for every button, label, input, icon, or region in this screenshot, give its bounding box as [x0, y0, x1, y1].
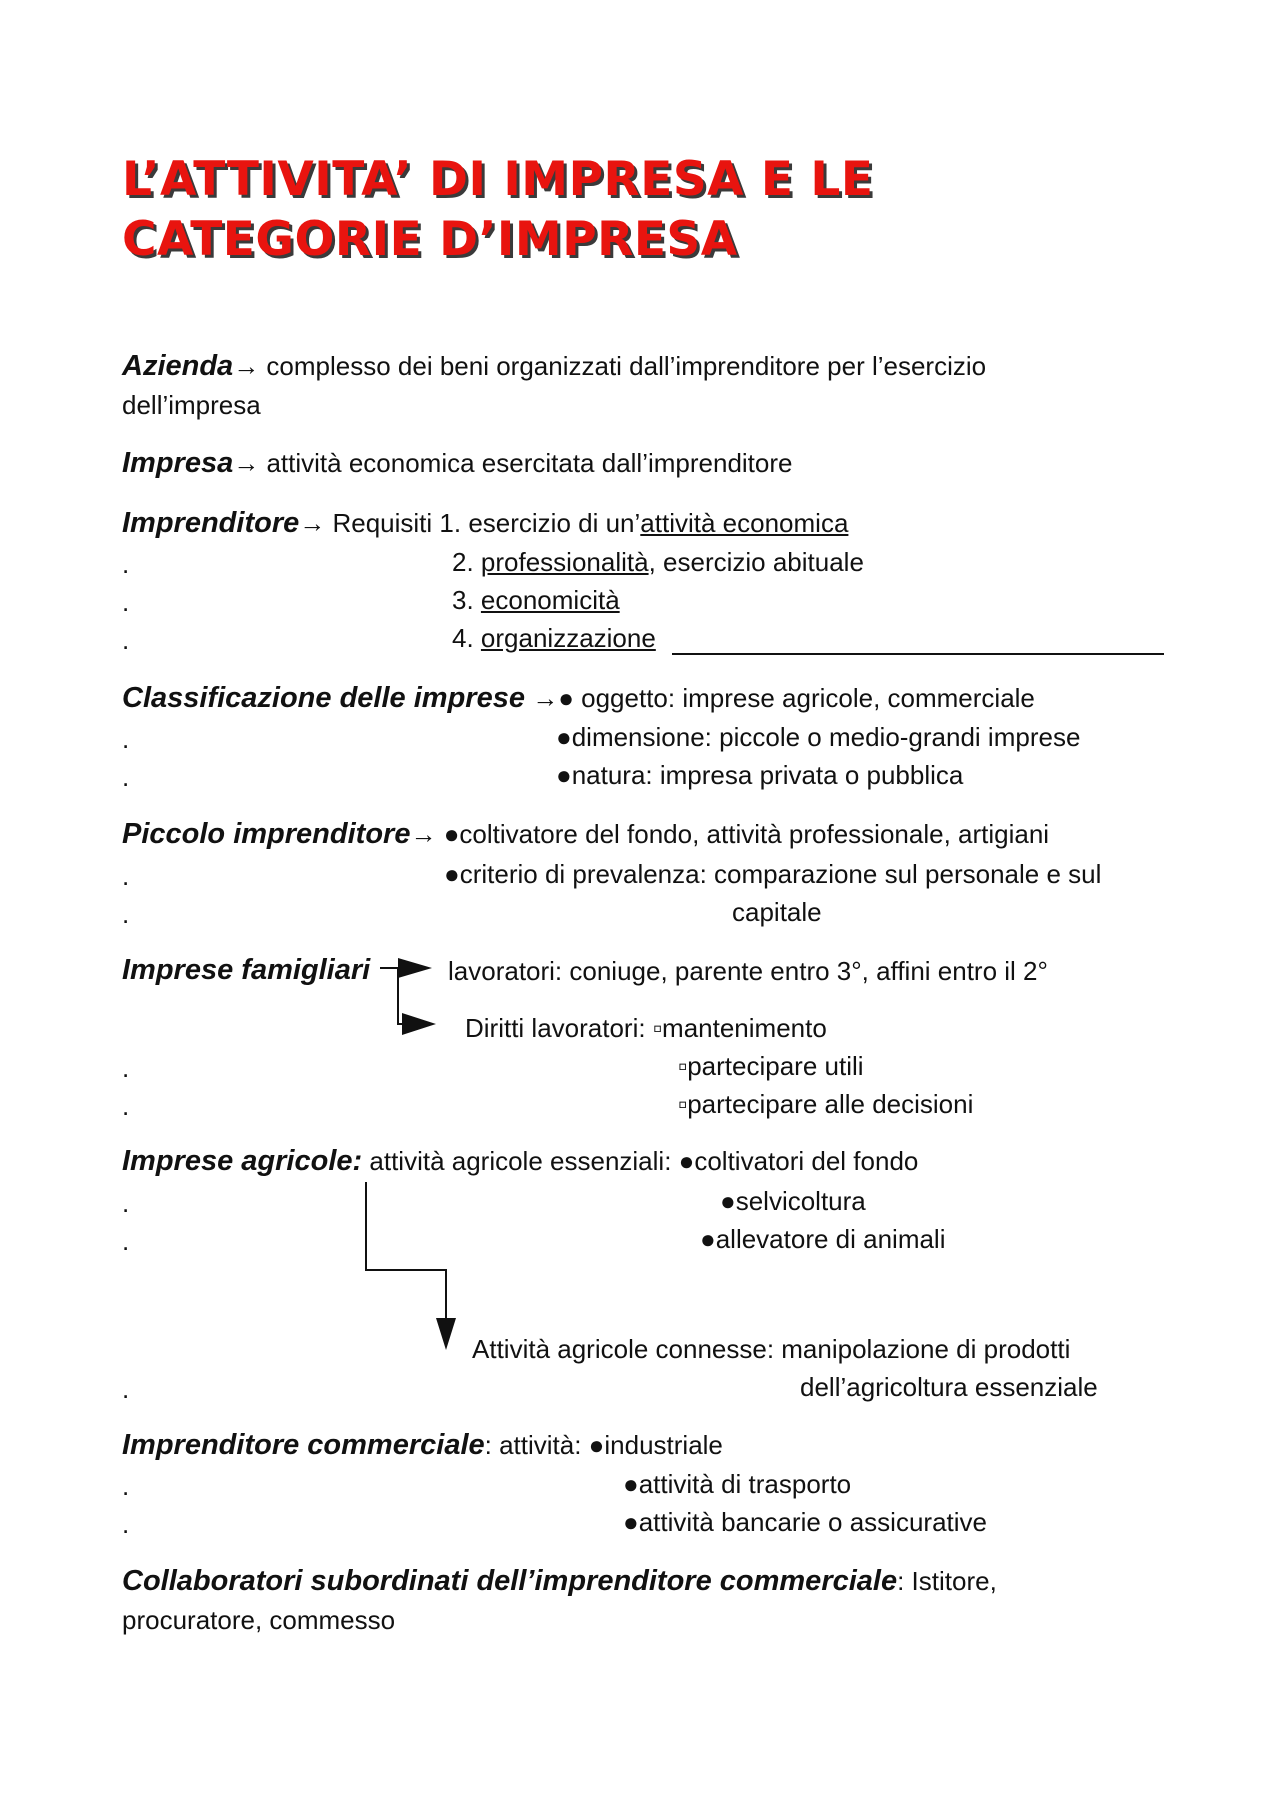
impresa-definition: [122, 447, 793, 479]
famigliari-diritto-3: ▫partecipare alle decisioni: [678, 1089, 974, 1119]
imprese-agricole-definition: [122, 1145, 918, 1177]
title-line-2: CATEGORIE D’IMPRESA: [122, 212, 738, 267]
spacer-dot: .: [122, 1374, 130, 1404]
document-title: [122, 150, 873, 270]
commerciale-item-1: : attività: ●industriale: [484, 1430, 723, 1460]
piccolo-item-1: ●coltivatore del fondo, attività professionale, artigiani: [443, 819, 1050, 849]
requisito-3-number: 3.: [452, 585, 481, 615]
spacer-dot: .: [122, 1188, 130, 1218]
arrow-glyph: →: [233, 351, 260, 381]
azienda-definition: [122, 350, 986, 382]
requisito-1: attività economica: [640, 508, 849, 538]
imprenditore-commerciale-term: Imprenditore commerciale: [122, 1429, 485, 1461]
requisito-3-line: [452, 584, 620, 616]
spacer-dot: .: [122, 1226, 130, 1256]
spacer-dot: .: [122, 899, 130, 929]
requisito-4: organizzazione: [480, 623, 656, 653]
spacer-dot: .: [122, 724, 130, 754]
famigliari-arrow-head-1: [398, 958, 432, 978]
collaboratori-term: Collaboratori subordinati dell’imprenditore commerciale: [122, 1565, 898, 1597]
classificazione-item-2: ●dimensione: piccole o medio-grandi imprese: [556, 722, 1081, 752]
requisito-2-number: 2.: [452, 547, 481, 577]
requisito-3: economicità: [480, 585, 620, 615]
agricole-essenziali: attività agricole essenziali: ●coltivatori del fondo: [362, 1146, 919, 1176]
spacer-dot: .: [122, 1509, 130, 1539]
classificazione-item-1: ● oggetto: imprese agricole, commerciale: [558, 683, 1035, 713]
requisito-2-rest: , esercizio abituale: [648, 547, 864, 577]
imprese-famigliari-term: Imprese famigliari: [122, 954, 371, 986]
arrow-glyph: →: [524, 683, 559, 713]
classificazione-term: Classificazione delle imprese: [122, 682, 525, 714]
impresa-term: Impresa: [122, 447, 234, 479]
classificazione-item-3: ●natura: impresa privata o pubblica: [556, 760, 964, 790]
famigliari-arrow-head-2: [402, 1013, 436, 1035]
arrow-glyph: →: [233, 448, 260, 478]
spacer-dot: .: [122, 1053, 130, 1083]
imprenditore-term: Imprenditore: [122, 507, 300, 539]
azienda-text: complesso dei beni organizzati dall’imprenditore per l’esercizio: [259, 351, 987, 381]
requisito-2: professionalità: [480, 547, 649, 577]
imprese-agricole-term: Imprese agricole:: [122, 1145, 363, 1177]
spacer-dot: .: [122, 1471, 130, 1501]
agricole-item-3: ●allevatore di animali: [700, 1224, 946, 1254]
requisito-4-line: [452, 622, 656, 654]
spacer-dot: .: [122, 587, 130, 617]
agricole-connesse-continued: dell’agricoltura essenziale: [800, 1372, 1098, 1402]
collaboratori-text: : Istitore,: [897, 1566, 997, 1596]
agricole-item-2: ●selvicoltura: [720, 1186, 866, 1216]
commerciale-item-3: ●attività bancarie o assicurative: [623, 1507, 987, 1537]
azienda-text-continued: dell’impresa: [122, 390, 261, 420]
spacer-dot: .: [122, 625, 130, 655]
arrow-glyph: →: [410, 819, 444, 849]
piccolo-item-2: ●criterio di prevalenza: comparazione sul personale e sul: [444, 859, 1102, 889]
requisito-4-number: 4.: [452, 623, 481, 653]
imprenditore-definition: [122, 507, 848, 539]
famigliari-lavoratori: lavoratori: coniuge, parente entro 3°, affini entro il 2°: [448, 956, 1048, 986]
famigliari-diritto-2: ▫partecipare utili: [678, 1051, 864, 1081]
spacer-dot: .: [122, 549, 130, 579]
spacer-dot: .: [122, 762, 130, 792]
spacer-dot: .: [122, 861, 130, 891]
impresa-text: attività economica esercitata dall’imprenditore: [259, 448, 793, 478]
collaboratori-definition: [122, 1565, 997, 1597]
piccolo-item-2-continued: capitale: [732, 897, 822, 927]
classificazione-definition: [122, 682, 1035, 714]
collaboratori-text-continued: procuratore, commesso: [122, 1605, 396, 1635]
agricole-connesse: Attività agricole connesse: manipolazione di prodotti: [472, 1334, 1071, 1364]
requisiti-text: Requisiti 1. esercizio di un’: [325, 508, 641, 538]
spacer-dot: .: [122, 1091, 130, 1121]
agricole-arrow-head: [436, 1318, 456, 1350]
requisito-2-line: [452, 546, 864, 578]
arrow-glyph: →: [299, 508, 326, 538]
piccolo-imprenditore-definition: [122, 818, 1049, 850]
famigliari-diritti: Diritti lavoratori: ▫mantenimento: [465, 1013, 827, 1043]
imprenditore-commerciale-definition: [122, 1429, 723, 1461]
commerciale-item-2: ●attività di trasporto: [623, 1469, 852, 1499]
piccolo-imprenditore-term: Piccolo imprenditore: [122, 818, 411, 850]
imprese-famigliari-term-line: [122, 954, 370, 986]
agricole-connector: [366, 1182, 446, 1322]
title-line-1: L’ATTIVITA’ DI IMPRESA E LE: [122, 152, 874, 207]
famigliari-connector-down: [398, 968, 402, 1024]
azienda-term: Azienda: [122, 350, 234, 382]
